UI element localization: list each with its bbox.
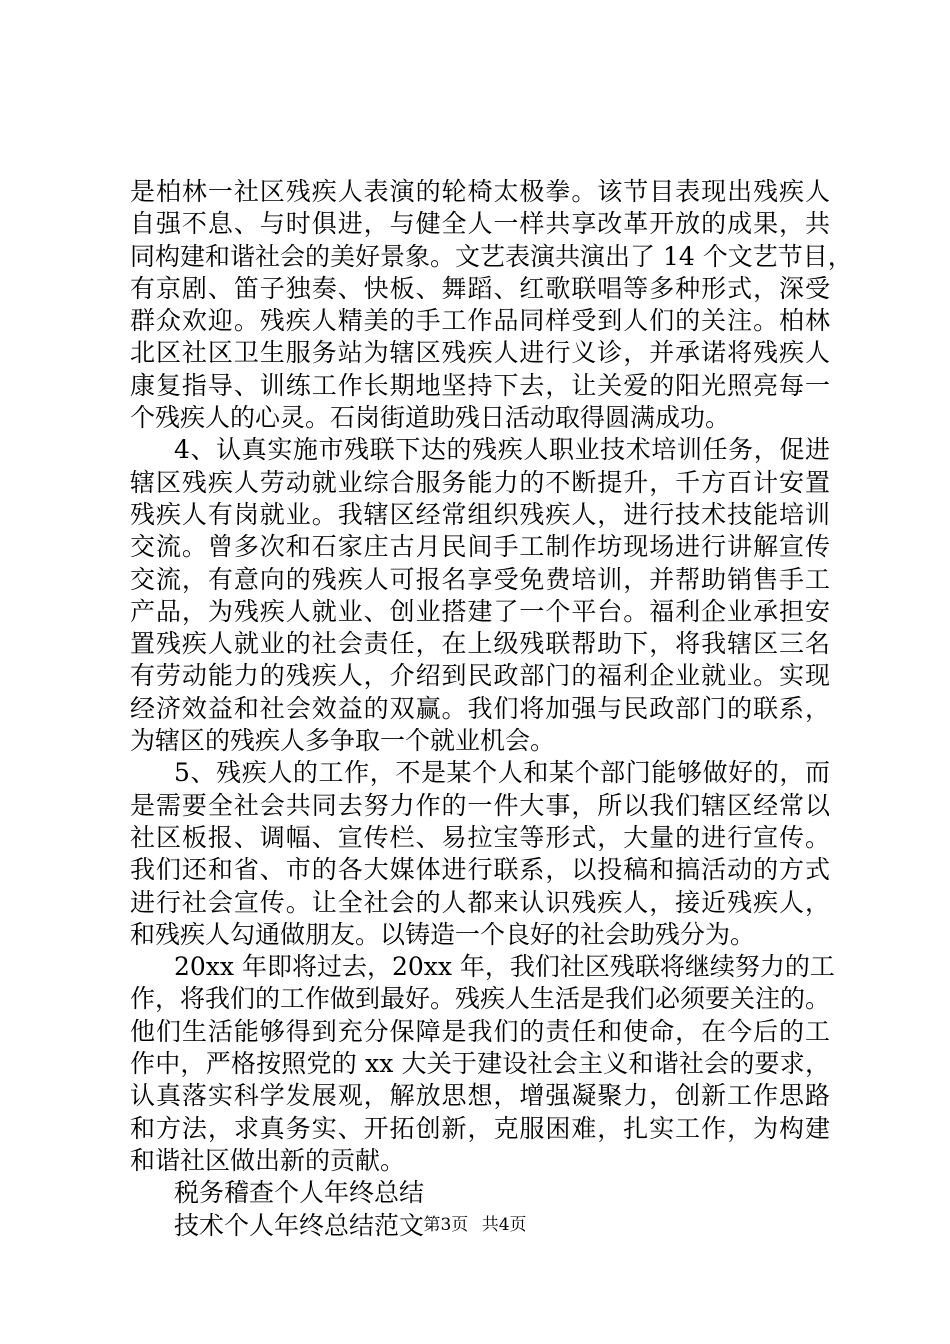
text-line: 置残疾人就业的社会责任，在上级残联帮助下，将我辖区三名 <box>130 629 830 659</box>
text-line: 5、残疾人的工作，不是某个人和某个部门能够做好的，而 <box>174 758 830 788</box>
text-line: 认真落实科学发展观，解放思想，增强凝聚力，创新工作思路 <box>130 1081 830 1111</box>
text-line: 4、认真实施市残联下达的残疾人职业技术培训任务，促进 <box>174 435 830 465</box>
text-line: 为辖区的残疾人多争取一个就业机会。 <box>130 726 556 756</box>
page-footer <box>0 1214 950 1236</box>
text-line: 是柏林一社区残疾人表演的轮椅太极拳。该节目表现出残疾人 <box>130 177 830 206</box>
page-total: 共4页 <box>481 1215 527 1235</box>
paragraph <box>130 951 835 1177</box>
paragraph <box>130 1177 830 1209</box>
text-line: 我们还和省、市的各大媒体进行联系，以投稿和搞活动的方式 <box>130 855 830 885</box>
paragraph <box>130 757 830 951</box>
text-line: 有劳动能力的残疾人，介绍到民政部门的福利企业就业。实现 <box>130 661 830 691</box>
text-line: 作，将我们的工作做到最好。残疾人生活是我们必须要关注的。 <box>130 984 831 1014</box>
text-line: 作中，严格按照党的 xx 大关于建设社会主义和谐社会的要求， <box>130 1049 830 1079</box>
text-line: 自强不息、与时俱进，与健全人一样共享改革开放的成果，共 <box>130 209 830 239</box>
paragraph <box>130 434 830 757</box>
text-line: 个残疾人的心灵。石岗街道助残日活动取得圆满成功。 <box>130 403 731 433</box>
text-line: 辖区残疾人劳动就业综合服务能力的不断提升，千方百计安置 <box>130 467 830 497</box>
text-line: 交流，有意向的残疾人可报名享受免费培训，并帮助销售手工 <box>130 564 830 594</box>
text-line: 和方法，求真务实、开拓创新，克服困难，扎实工作，为构建 <box>130 1113 830 1143</box>
text-line: 残疾人有岗就业。我辖区经常组织残疾人，进行技术技能培训 <box>130 499 830 529</box>
text-line: 和残疾人勾通做朋友。以铸造一个良好的社会助残分为。 <box>130 919 756 949</box>
text-line: 税务稽查个人年终总结 <box>174 1178 425 1208</box>
text-line: 社区板报、调幅、宣传栏、易拉宝等形式，大量的进行宣传。 <box>130 822 830 852</box>
text-line: 产品，为残疾人就业、创业搭建了一个平台。福利企业承担安 <box>130 596 830 626</box>
text-line: 他们生活能够得到充分保障是我们的责任和使命，在今后的工 <box>130 1016 830 1046</box>
text-line: 康复指导、训练工作长期地坚持下去，让关爱的阳光照亮每一 <box>130 370 830 400</box>
text-line: 北区社区卫生服务站为辖区残疾人进行义诊，并承诺将残疾人 <box>130 338 830 368</box>
text-line: 交流。曾多次和石家庄古月民间手工制作坊现场进行讲解宣传 <box>130 532 830 562</box>
text-line: 同构建和谐社会的美好景象。文艺表演共演出了 14 个文艺节目， <box>130 241 853 271</box>
page-number: 第3页 <box>423 1215 469 1235</box>
document-body <box>130 176 853 1242</box>
text-line: 进行社会宣传。让全社会的人都来认识残疾人，接近残疾人， <box>130 887 830 917</box>
text-line: 20xx 年即将过去，20xx 年，我们社区残联将继续努力的工 <box>174 952 835 982</box>
text-line: 是需要全社会共同去努力作的一件大事，所以我们辖区经常以 <box>130 790 830 820</box>
paragraph <box>130 176 853 434</box>
text-line: 群众欢迎。残疾人精美的手工作品同样受到人们的关注。柏林 <box>130 306 830 336</box>
text-line: 和谐社区做出新的贡献。 <box>130 1145 406 1175</box>
text-line: 有京剧、笛子独奏、快板、舞蹈、红歌联唱等多种形式，深受 <box>130 273 830 303</box>
text-line: 经济效益和社会效益的双赢。我们将加强与民政部门的联系， <box>130 693 830 723</box>
text-line: 技术个人年终总结范文 <box>174 1210 425 1240</box>
